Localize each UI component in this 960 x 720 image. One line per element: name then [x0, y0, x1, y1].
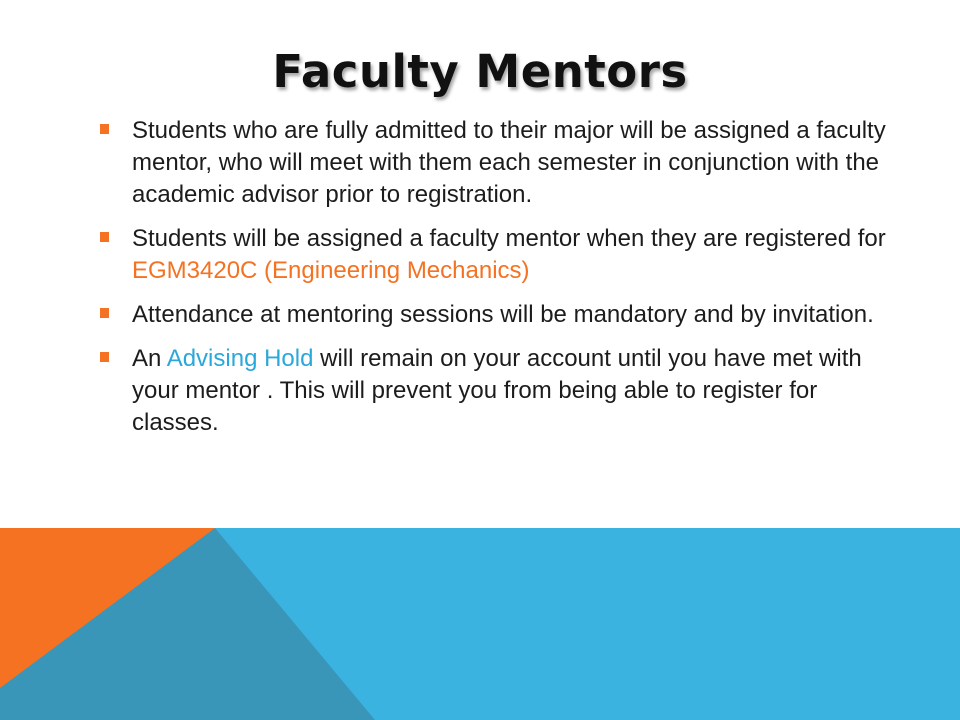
square-bullet-icon: [100, 124, 109, 134]
bullet-item-3: [100, 299, 890, 331]
advising-hold-highlight: Advising Hold: [166, 345, 314, 372]
square-bullet-icon: [100, 308, 109, 318]
course-code-highlight: EGM3420C (Engineering Mechanics): [132, 257, 530, 284]
square-bullet-icon: [100, 352, 109, 362]
bullet-item-1: [100, 115, 890, 211]
bullet-text-continued: will remain on your account until you have met with your mentor . This will prevent you from being able to register for classes.: [132, 345, 862, 436]
bullet-item-4: [100, 343, 890, 439]
bullet-text: Students who are fully admitted to their major will be assigned a faculty mentor, who will meet with them each semester in conjunction with the academic advisor prior to registration.: [132, 117, 886, 208]
bullet-list: [100, 115, 890, 451]
bullet-text: Attendance at mentoring sessions will be mandatory and by invitation.: [132, 301, 874, 328]
bullet-text: An: [132, 345, 167, 372]
slide-title: Faculty Mentors: [272, 45, 688, 98]
bullet-item-2: [100, 223, 890, 287]
square-bullet-icon: [100, 232, 109, 242]
bullet-text: Students will be assigned a faculty mentor when they are registered for: [132, 225, 886, 252]
